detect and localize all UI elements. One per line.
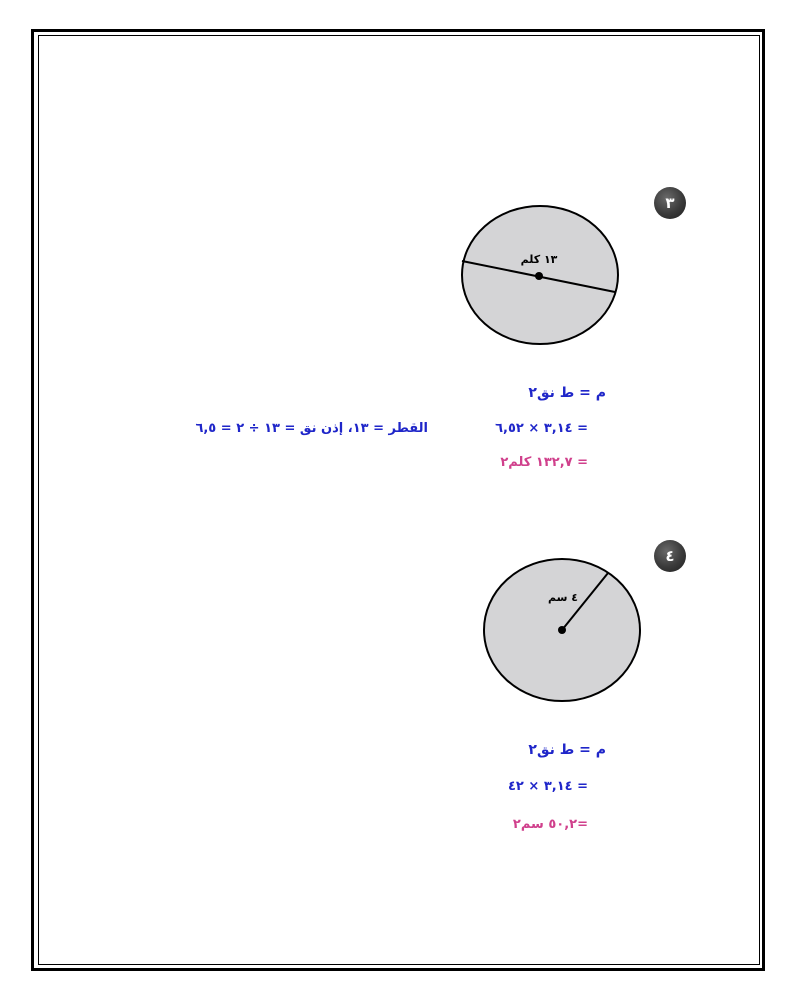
circle-diameter-figure <box>455 200 625 350</box>
problem-3-number-badge <box>654 187 686 219</box>
circle-center-dot <box>535 272 543 280</box>
page-border-inner <box>38 35 760 965</box>
diameter-note-3: القطر = ١٣، إذن نق = ١٣ ÷ ٢ = ٦,٥ <box>195 421 428 436</box>
radius-label: ٤ سم <box>548 591 578 604</box>
substitution-line-3: = ٣,١٤ × ٦,٥٢ <box>495 421 588 436</box>
result-line-4: =٥٠,٢ سم٢ <box>512 817 588 832</box>
result-line-3: = ١٣٢,٧ كلم٢ <box>500 455 588 470</box>
area-formula-3: م = ط نق٢ <box>528 385 606 401</box>
substitution-line-4: = ٣,١٤ × ٤٢ <box>508 779 588 794</box>
circle-radius-figure <box>478 550 648 710</box>
circle-center-dot <box>558 626 566 634</box>
problem-3-number: ٣ <box>665 194 675 212</box>
problem-4-number: ٤ <box>665 547 675 565</box>
diameter-label: ١٣ كلم <box>520 253 558 266</box>
problem-4-number-badge <box>654 540 686 572</box>
area-formula-4: م = ط نق٢ <box>528 742 606 758</box>
